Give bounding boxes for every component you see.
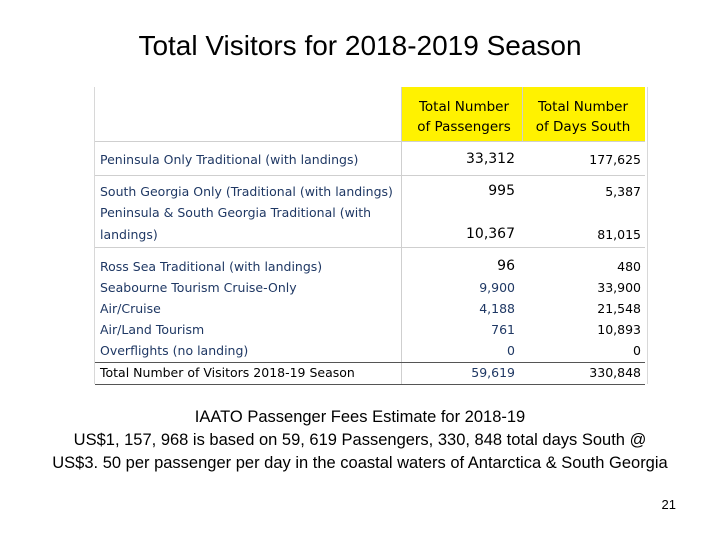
table-row-label: Ross Sea Traditional (with landings) [100, 259, 323, 274]
fee-estimate-line: IAATO Passenger Fees Estimate for 2018-19 [194, 408, 526, 426]
table-cell-days: 33,900 [597, 280, 641, 295]
row-divider [95, 247, 645, 248]
visitors-table [94, 87, 648, 384]
table-cell-passengers: 96 [497, 258, 515, 274]
header-passengers: Total Number of Passengers [417, 99, 511, 135]
page-number: 21 [661, 497, 676, 512]
table-row-label: landings) [100, 227, 158, 242]
row-divider [95, 141, 645, 142]
table-cell-days: 177,625 [589, 152, 641, 167]
table-cell-passengers: 9,900 [479, 280, 515, 295]
table-row-label: Air/Cruise [100, 301, 161, 316]
fee-estimate-line: US$1, 157, 968 is based on 59, 619 Passengers, 330, 848 total days South @ [73, 431, 647, 449]
table-cell-days: 480 [617, 259, 641, 274]
column-divider [522, 87, 523, 141]
table-cell-passengers: 761 [491, 322, 515, 337]
row-divider [95, 175, 645, 176]
table-cell-passengers: 10,367 [466, 226, 515, 242]
table-cell-days: 5,387 [605, 184, 641, 199]
total-passengers: 59,619 [471, 365, 515, 380]
table-cell-passengers: 0 [507, 343, 515, 358]
table-row-label: South Georgia Only (Traditional (with landings) [100, 184, 393, 199]
slide-title: Total Visitors for 2018-2019 Season [138, 30, 582, 61]
table-cell-passengers: 4,188 [479, 301, 515, 316]
fee-estimate-text [0, 406, 720, 475]
column-divider [401, 87, 402, 384]
table-row-label: Overflights (no landing) [100, 343, 249, 358]
table-row-label: Seabourne Tourism Cruise-Only [100, 280, 297, 295]
total-row-label: Total Number of Visitors 2018-19 Season [100, 365, 355, 380]
table-cell-days: 81,015 [597, 227, 641, 242]
table-cell-passengers: 33,312 [466, 151, 515, 167]
fee-estimate-line: US$3. 50 per passenger per day in the coastal waters of Antarctica & South Georgia [52, 454, 668, 472]
table-cell-days: 21,548 [597, 301, 641, 316]
table-cell-days: 10,893 [597, 322, 641, 337]
table-cell-days: 0 [633, 343, 641, 358]
table-row-label: Peninsula & South Georgia Traditional (with [100, 205, 372, 220]
table-row-label: Air/Land Tourism [100, 322, 205, 337]
total-days: 330,848 [589, 365, 641, 380]
table-row-label: Peninsula Only Traditional (with landings) [100, 152, 359, 167]
header-days-south: Total Number of Days South [535, 99, 631, 135]
table-cell-passengers: 995 [488, 183, 515, 199]
